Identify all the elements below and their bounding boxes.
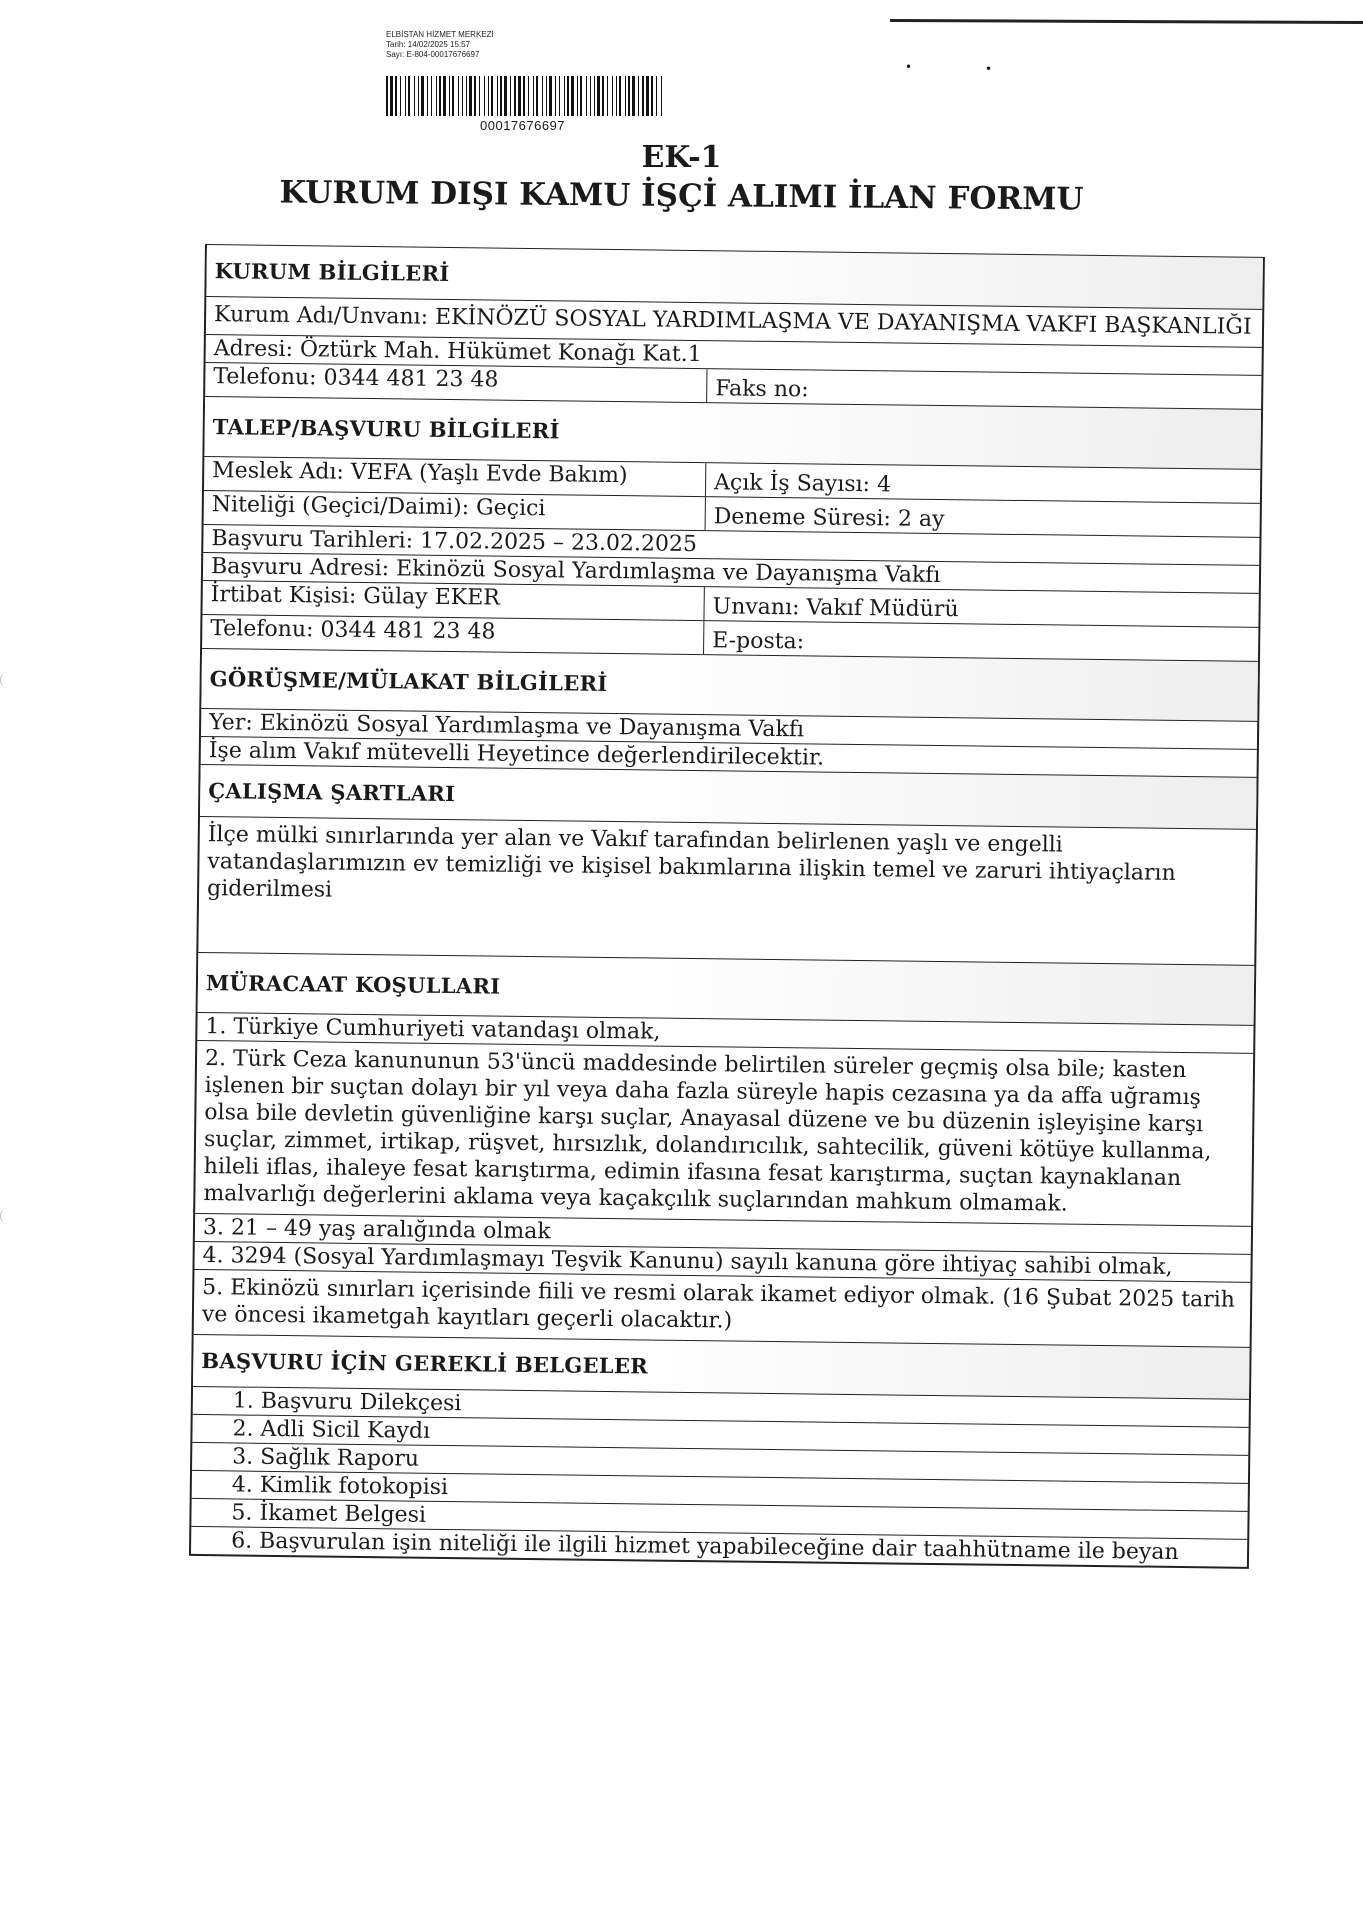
section-gorusme-header: GÖRÜŞME/MÜLAKAT BİLGİLERİ xyxy=(201,648,1258,721)
section-talep-header: TALEP/BAŞVURU BİLGİLERİ xyxy=(204,396,1261,469)
barcode-bar xyxy=(586,76,587,116)
barcode-bar xyxy=(395,76,397,116)
barcode-bar xyxy=(564,76,565,116)
barcode-bar xyxy=(488,76,489,116)
barcode-number: 00017676697 xyxy=(480,118,566,133)
kurum-adi: Kurum Adı/Unvanı: EKİNÖZÜ SOSYAL YARDIMLAŞMA VE DAYANIŞMA VAKFI BAŞKANLIĞI xyxy=(213,302,1252,340)
barcode-bar xyxy=(602,76,604,116)
acik-is-sayisi: Açık İş Sayısı: 4 xyxy=(713,470,892,498)
barcode-bar xyxy=(491,76,493,116)
barcode-bar xyxy=(514,76,516,116)
form-table xyxy=(189,244,1265,1569)
barcode-bar xyxy=(504,76,507,116)
barcode-bar xyxy=(616,76,617,116)
scan-speck: • xyxy=(905,60,913,74)
talep-eposta: E-posta: xyxy=(712,628,805,655)
barcode-bar xyxy=(418,76,419,116)
section-calisma-header: ÇALIŞMA ŞARTLARI xyxy=(200,764,1257,829)
barcode-bar xyxy=(661,76,662,116)
row-calisma-text xyxy=(198,816,1256,965)
barcode-bar xyxy=(452,76,454,116)
barcode-bar xyxy=(408,76,410,116)
barcode-bar xyxy=(462,76,463,116)
row-muracaat-5 xyxy=(194,1269,1251,1347)
gorusme-not: İşe alım Vakıf mütevelli Heyetince değerlendirilecektir. xyxy=(208,738,825,771)
barcode-bar xyxy=(656,76,657,116)
barcode-bar xyxy=(594,76,595,116)
barcode-bar xyxy=(646,76,649,116)
belge-2: 2. Adli Sicil Kaydı xyxy=(232,1416,431,1444)
calisma-sartlari-text xyxy=(198,817,1256,965)
barcode-bar xyxy=(449,76,450,116)
barcode-bar xyxy=(567,76,569,116)
barcode-bar xyxy=(546,76,547,116)
belge-4: 4. Kimlik fotokopisi xyxy=(231,1472,449,1501)
barcode-bar xyxy=(625,76,626,116)
barcode xyxy=(386,76,664,116)
belge-3: 3. Sağlık Raporu xyxy=(232,1444,420,1472)
barcode-bar xyxy=(590,76,591,116)
barcode-bar xyxy=(479,76,480,116)
meslek-adi: Meslek Adı: VEFA (Yaşlı Evde Bakım) xyxy=(204,457,706,496)
barcode-bar xyxy=(533,76,534,116)
stamp-office: ELBİSTAN HİZMET MERKEZİ xyxy=(386,30,494,39)
barcode-bar xyxy=(580,76,582,116)
barcode-bar xyxy=(577,76,578,116)
barcode-bar xyxy=(427,76,428,116)
muracaat-kosulu-3: 3. 21 – 49 yaş aralığında olmak xyxy=(202,1215,551,1245)
kurum-adres: Adresi: Öztürk Mah. Hükümet Konağı Kat.1 xyxy=(213,336,702,368)
barcode-bar xyxy=(628,76,630,116)
scan-top-line xyxy=(890,19,1363,24)
barcode-bar xyxy=(443,76,446,116)
basvuru-tarihleri: Başvuru Tarihleri: 17.02.2025 – 23.02.2025 xyxy=(211,526,698,558)
basvuru-adresi: Başvuru Adresi: Ekinözü Sosyal Yardımlaşma ve Dayanışma Vakfı xyxy=(210,554,941,589)
barcode-bar xyxy=(436,76,437,116)
barcode-bar xyxy=(466,76,467,116)
barcode-bar xyxy=(439,76,441,116)
talep-telefon: Telefonu: 0344 481 23 48 xyxy=(202,615,704,654)
section-muracaat-header: MÜRACAAT KOŞULLARI xyxy=(198,952,1255,1025)
barcode-bar xyxy=(518,76,521,116)
stamp-number: Sayı: E-804-00017676697 xyxy=(386,50,480,59)
barcode-bar xyxy=(390,76,393,116)
belge-1: 1. Başvuru Dilekçesi xyxy=(232,1388,462,1417)
muracaat-kosulu-1: 1. Türkiye Cumhuriyeti vatandaşı olmak, xyxy=(205,1014,661,1045)
barcode-bar xyxy=(542,76,543,116)
barcode-bar xyxy=(571,76,574,116)
barcode-bar xyxy=(651,76,653,116)
barcode-bar xyxy=(555,76,556,116)
barcode-bar xyxy=(484,76,485,116)
barcode-bar xyxy=(619,76,621,116)
barcode-bar xyxy=(597,76,600,116)
barcode-bar xyxy=(559,76,560,116)
nitelik: Niteliği (Geçici/Daimi): Geçici xyxy=(204,491,706,530)
barcode-bar xyxy=(638,76,639,116)
section-kurum-header: KURUM BİLGİLERİ xyxy=(206,244,1263,309)
kurum-faks: Faks no: xyxy=(715,376,809,403)
barcode-bar xyxy=(469,76,472,116)
document-stamp xyxy=(386,30,494,60)
barcode-bar xyxy=(497,76,498,116)
muracaat-kosulu-4: 4. 3294 (Sosyal Yardımlaşmayı Teşvik Kanunu) sayılı kanuna göre ihtiyaç sahibi olmak, xyxy=(202,1243,1173,1280)
barcode-bar xyxy=(523,76,525,116)
barcode-bar xyxy=(386,76,388,116)
barcode-bar xyxy=(642,76,644,116)
barcode-bar xyxy=(528,76,529,116)
stamp-date: Tarih: 14/02/2025 15:57 xyxy=(386,40,471,49)
barcode-bar xyxy=(405,76,406,116)
gorusme-yer: Yer: Ekinözü Sosyal Yardımlaşma ve Dayanışma Vakfı xyxy=(209,710,805,743)
barcode-bar xyxy=(500,76,502,116)
row-muracaat-2 xyxy=(195,1040,1253,1226)
kurum-telefon: Telefonu: 0344 481 23 48 xyxy=(205,363,707,402)
punch-hole-mark xyxy=(0,672,15,688)
barcode-bar xyxy=(400,76,401,116)
deneme-suresi: Deneme Süresi: 2 ay xyxy=(713,504,945,533)
barcode-bar xyxy=(612,76,613,116)
barcode-bar xyxy=(549,76,552,116)
annex-label: EK-1 xyxy=(641,140,722,175)
barcode-bar xyxy=(458,76,459,116)
barcode-bar xyxy=(510,76,511,116)
barcode-bar xyxy=(474,76,476,116)
barcode-bar xyxy=(632,76,635,116)
barcode-bar xyxy=(414,76,415,116)
barcode-bar xyxy=(421,76,424,116)
belge-6: 6. Başvurulan işin niteliği ile ilgili hizmet yapabileceğine dair taahhütname ile beyan xyxy=(231,1528,1179,1565)
belge-5: 5. İkamet Belgesi xyxy=(231,1500,427,1528)
form-title: KURUM DIŞI KAMU İŞÇİ ALIMI İLAN FORMU xyxy=(279,174,1084,218)
barcode-bar xyxy=(536,76,538,116)
irtibat-unvan: Unvanı: Vakıf Müdürü xyxy=(712,594,959,623)
punch-hole-mark xyxy=(0,1208,15,1224)
irtibat-kisisi: İrtibat Kişisi: Gülay EKER xyxy=(202,581,704,620)
muracaat-kosulu-2: 2. Türk Ceza kanununun 53'üncü maddesinde belirtilen süreler geçmiş olsa bile; kasten işlenen bir suçtan dolayı bir yıl veya daha fazla süreyle hapis cezasına ya da affa uğramış olsa bile devletin güvenliğine karşı suçlar, Anayasal düzene ve bu düzenin işleyişine karşı suçlar, zimmet, irtikap, rüşvet, hırsızlık, dolandırıcılık, sahtecilik, güveni kötüye kullanma, hileli iflas, ihaleye fesat karıştırma, edimin ifasına fesat karıştırma, suçtan kaynaklanan malvarlığı değerlerini aklama veya kaçakçılık suçlarından mahkum olmamak. xyxy=(203,1046,1212,1217)
muracaat-kosulu-5: 5. Ekinözü sınırları içerisinde fiili ve resmi olarak ikamet ediyor olmak. (16 Şubat 2025 tarih ve öncesi ikametgah kayıtları geçerli olacaktır.) xyxy=(201,1275,1236,1334)
barcode-bar xyxy=(607,76,608,116)
barcode-bar xyxy=(431,76,432,116)
calisma-sartlari: İlçe mülki sınırlarında yer alan ve Vakıf tarafından belirlenen yaşlı ve engelli vatandaşlarımızın ev temizliği ve kişisel bakımlarına ilişkin temel ve zaruri ihtiyaçların giderilmesi xyxy=(206,822,1176,903)
section-belgeler-header: BAŞVURU İÇİN GEREKLİ BELGELER xyxy=(193,1334,1250,1399)
scan-speck: • xyxy=(985,62,993,76)
